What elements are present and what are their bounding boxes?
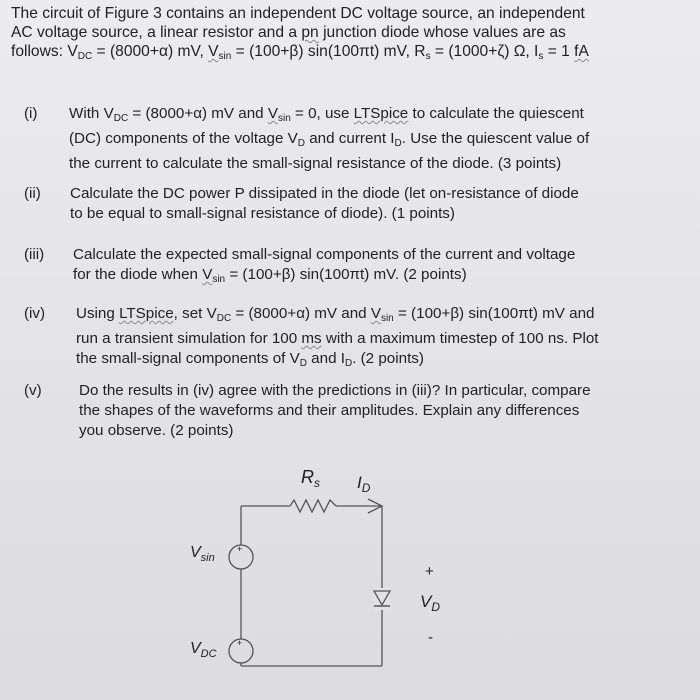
question-number: (iv) [24, 305, 46, 322]
intro-line-2: AC voltage source, a linear resistor and a pn junction diode whose values are as [11, 24, 566, 41]
ltspice-term: LTSpice [353, 105, 409, 122]
id-label: $I_D$ [357, 473, 371, 495]
question-text: With $V_{DC} = (8000+\alpha)$ mV and $V_{sin} = 0$, use LTSpice to calculate the quiescent (DC) components of the voltage $V_D$ and current $I_D$. Use the quiescent value of the current to calculate the small-signal resistance of the diode. (3 points) [69, 105, 590, 172]
intro-line-3: follows: $V_{DC} = (8000+\alpha)$ mV, $V_{sin} = (100+\beta)$ sin(100πt) mV, $R_s = (1000+\zeta)$ Ω, $I_s = 1$ fA [11, 43, 589, 62]
vsin-label: $V_{sin}$ [190, 544, 215, 564]
vdc-label: $V_{DC}$ [190, 640, 217, 660]
question-text: Calculate the expected small-signal components of the current and voltage for the diode when $V_{sin} = (100+\beta)$ sin(100πt) mV. (2 points) [73, 246, 576, 285]
vd-label: $V_D$ [420, 592, 441, 614]
ms-term: ms [301, 330, 322, 347]
vdc-plus-sign: + [237, 638, 243, 648]
pn-term: pn [301, 24, 319, 41]
resistor-rs [290, 500, 336, 512]
vsin-term: $V_{sin}$ [208, 43, 232, 62]
question-number: (ii) [24, 185, 41, 202]
intro-line-1: The circuit of Figure 3 contains an independent DC voltage source, an independent [11, 5, 585, 22]
question-text: Using LTSpice, set $V_{DC} = (8000+\alpha)$ mV and $V_{sin} = (100+\beta)$ sin(100πt) mV and run a transient simulation for 100 ms with a maximum timestep of 100 ns. Plot the small-signal components of $V_D$ and $I_D$. (2 points) [76, 305, 599, 369]
question-number: (iii) [24, 246, 45, 263]
vsin-plus-sign: + [237, 544, 243, 554]
question-number: (i) [24, 105, 38, 122]
question-text: Calculate the DC power P dissipated in the diode (let on-resistance of diode to be equal to small-signal resistance of diode). (1 points) [70, 185, 579, 222]
ltspice-term: LTSpice [119, 305, 174, 322]
question-text: Do the results in (iv) agree with the predictions in (iii)? In particular, compare the shapes of the waveforms and their amplitudes. Explain any differences you observe. (2 points) [79, 382, 591, 439]
question-number: (v) [24, 382, 42, 399]
diode-icon [374, 588, 390, 610]
vd-minus-sign: - [428, 629, 433, 646]
rs-label: $R_s$ [301, 467, 320, 490]
vd-plus-sign: + [425, 563, 434, 580]
fa-term: fA [574, 43, 589, 60]
